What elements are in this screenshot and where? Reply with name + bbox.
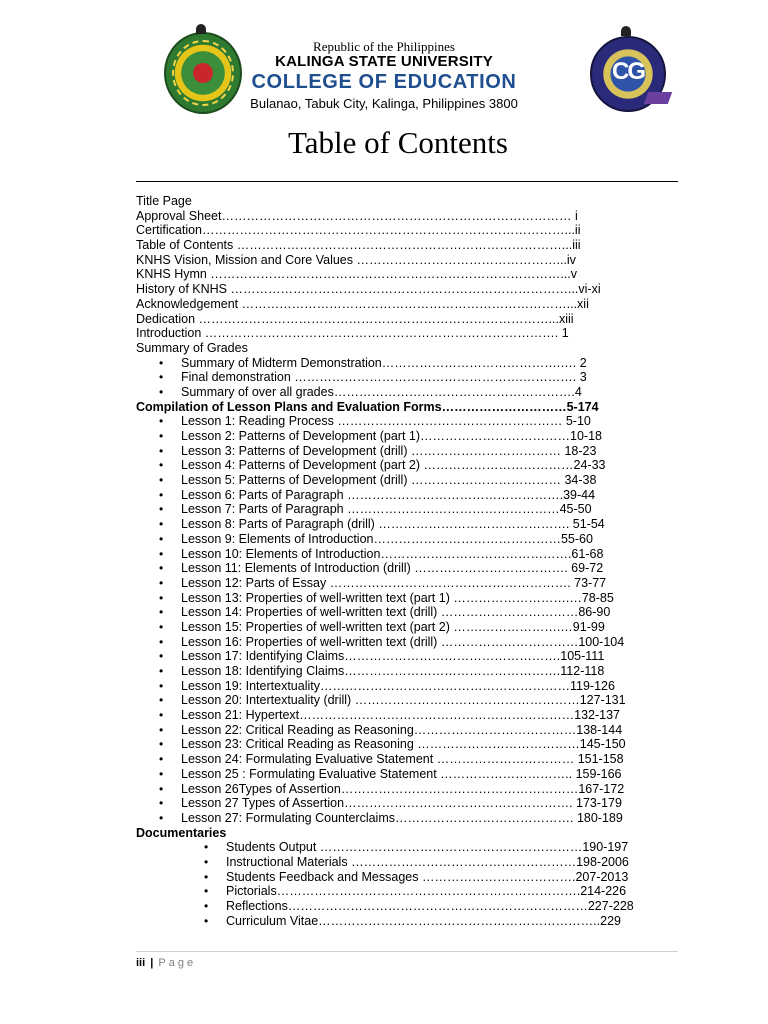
toc-entry-page: 78-85 bbox=[581, 590, 614, 605]
toc-entry-label: Lesson 7: Parts of Paragraph bbox=[181, 502, 348, 517]
toc-leader-dots: ………………………………………………………………………… bbox=[221, 208, 572, 223]
toc-entry bbox=[136, 870, 676, 885]
toc-leader-dots: …………………………… bbox=[440, 634, 579, 649]
toc-entry-page: 173-179 bbox=[576, 796, 622, 811]
page-footer bbox=[136, 957, 196, 969]
toc-entry-label: Lesson 5: Patterns of Development (drill) bbox=[181, 473, 411, 488]
toc-entry-label: Lesson 18: Identifying Claims bbox=[181, 664, 345, 678]
toc-leader-dots: ……………………………………………… bbox=[351, 854, 577, 869]
toc-entry-page: ii bbox=[574, 223, 581, 238]
toc-entry bbox=[136, 267, 676, 282]
toc-entry-page: 127-131 bbox=[579, 693, 626, 708]
toc-entry bbox=[136, 297, 676, 312]
toc-entry-page: 86-90 bbox=[578, 605, 611, 620]
toc-entry-page: 132-137 bbox=[574, 708, 620, 723]
toc-entry-page: 55-60 bbox=[560, 531, 593, 546]
toc-entry-label: Final demonstration bbox=[181, 370, 295, 385]
toc-leader-dots: ……………………………………………. bbox=[344, 664, 561, 678]
toc-entry bbox=[136, 194, 676, 209]
toc-entry bbox=[136, 209, 676, 224]
toc-leader-dots: ……………………………………………… bbox=[354, 693, 580, 708]
toc-entry bbox=[136, 238, 676, 253]
toc-entry-label: Lesson 21: Hypertext bbox=[181, 708, 300, 723]
toc-entry-label: KNHS Vision, Mission and Core Values bbox=[136, 252, 357, 267]
toc-entry bbox=[136, 326, 676, 341]
toc-leader-dots: …………………………………………………………………………... bbox=[210, 267, 571, 282]
toc-leader-dots: ……………………………………………. bbox=[347, 487, 564, 502]
toc-entry bbox=[136, 341, 676, 356]
toc-section-heading bbox=[136, 826, 676, 841]
toc-entry-page: 34-38 bbox=[564, 473, 597, 488]
toc-entry-page: 61-68 bbox=[571, 546, 604, 561]
toc-entry bbox=[136, 811, 676, 826]
toc-leader-dots: ………………………………………………………………………... bbox=[230, 282, 579, 297]
toc-leader-dots: ………………………………………. bbox=[380, 546, 572, 561]
toc-leader-dots: …………………………………….…. bbox=[381, 355, 580, 370]
toc-list bbox=[136, 194, 676, 928]
toc-entry-page: 4 bbox=[574, 384, 582, 399]
toc-entry bbox=[136, 914, 676, 929]
toc-entry-page: 5-174 bbox=[566, 399, 599, 414]
toc-entry-page: xiii bbox=[558, 311, 574, 326]
footer-page-word: Page bbox=[158, 957, 197, 969]
college-seal-text: CG bbox=[612, 58, 644, 85]
toc-entry-label: Lesson 16: Properties of well-written text (drill) bbox=[181, 634, 441, 649]
toc-entry-label: Approval Sheet bbox=[136, 208, 222, 223]
toc-entry-label: Title Page bbox=[136, 194, 192, 208]
toc-entry-page: 24-33 bbox=[573, 458, 606, 473]
toc-entry-label: Instructional Materials bbox=[226, 854, 352, 869]
toc-entry-label: Summary of Grades bbox=[136, 340, 248, 355]
toc-entry-page: 45-50 bbox=[559, 502, 592, 517]
toc-entry-label: Summary of over all grades bbox=[181, 384, 334, 399]
toc-leader-dots: ……………………………… bbox=[423, 458, 574, 473]
toc-entry-label: History of KNHS bbox=[136, 282, 231, 297]
toc-leader-dots: ……………………………………… bbox=[373, 531, 561, 546]
toc-leader-dots: ……………………….… bbox=[453, 590, 582, 605]
toc-entry-label: Lesson 14: Properties of well-written text (drill) bbox=[181, 605, 441, 620]
toc-entry-label: Lesson 4: Patterns of Development (part 2) bbox=[181, 458, 424, 473]
toc-entry-label: Lesson 22: Critical Reading as Reasoning bbox=[181, 722, 414, 737]
toc-entry bbox=[136, 708, 676, 723]
footer-separator: | bbox=[150, 957, 154, 969]
toc-entry-page: 10-18 bbox=[570, 429, 602, 443]
toc-leader-dots: ………………………………………………… bbox=[340, 781, 579, 796]
republic-line: Republic of the Philippines bbox=[313, 39, 455, 54]
toc-entry bbox=[136, 752, 676, 767]
toc-entry-label: Lesson 19: Intertextuality bbox=[181, 678, 320, 693]
toc-entry-label: Lesson 1: Reading Process bbox=[181, 414, 338, 429]
toc-leader-dots: ……………………………………. bbox=[395, 810, 577, 825]
toc-entry-label: Lesson 10: Elements of Introduction bbox=[181, 546, 381, 561]
toc-entry-label: Students Output bbox=[226, 840, 320, 855]
toc-entry bbox=[136, 414, 676, 429]
toc-entry bbox=[136, 488, 676, 503]
toc-entry-page: 198-2006 bbox=[576, 854, 629, 869]
toc-leader-dots: …………………………………………... bbox=[356, 252, 567, 267]
toc-entry-label: Acknowledgement bbox=[136, 296, 242, 311]
toc-entry bbox=[136, 693, 676, 708]
toc-leader-dots: ………………………………………………………….. bbox=[318, 913, 601, 928]
toc-leader-dots: ……………………………… bbox=[410, 473, 565, 488]
toc-entry-page: vi-xi bbox=[578, 282, 601, 297]
toc-entry bbox=[136, 458, 676, 473]
toc-leader-dots: …………………………………………………………………………... bbox=[198, 311, 559, 326]
footer-page-number: iii bbox=[136, 957, 146, 969]
toc-entry-page: 214-226 bbox=[580, 884, 627, 899]
toc-entry-page: 229 bbox=[600, 913, 621, 928]
toc-entry-label: Dedication bbox=[136, 311, 199, 326]
toc-leader-dots: ……………………………………………………………… bbox=[287, 899, 588, 913]
toc-entry-page: 2 bbox=[579, 355, 587, 370]
toc-entry-label: Lesson 17: Identifying Claims bbox=[181, 649, 345, 664]
toc-entry-page: xii bbox=[577, 296, 589, 311]
toc-entry bbox=[136, 532, 676, 547]
toc-entry-page: 145-150 bbox=[579, 737, 626, 752]
page-title: Table of Contents bbox=[288, 125, 508, 160]
seal-crest-icon bbox=[196, 24, 206, 34]
toc-leader-dots: …………………………………………………………………………. bbox=[204, 326, 562, 341]
toc-leader-dots: ……………………………………………….…………. bbox=[294, 370, 580, 385]
toc-entry-page: iv bbox=[566, 252, 576, 267]
toc-entry bbox=[136, 635, 676, 650]
toc-entry bbox=[136, 444, 676, 459]
toc-entry bbox=[136, 899, 676, 914]
toc-entry bbox=[136, 767, 676, 782]
toc-entry-label: Lesson 25 : Formulating Evaluative Statement bbox=[181, 766, 441, 781]
toc-entry-page: 138-144 bbox=[576, 722, 623, 737]
toc-leader-dots: …….……………….… bbox=[453, 619, 573, 634]
toc-leader-dots: ………………………………. bbox=[414, 561, 572, 576]
toc-entry bbox=[136, 561, 676, 576]
toc-entry bbox=[136, 576, 676, 591]
toc-entry-label: Students Feedback and Messages bbox=[226, 869, 422, 884]
toc-entry bbox=[136, 385, 676, 400]
toc-entry bbox=[136, 723, 676, 738]
toc-leader-dots: ………………………………… bbox=[413, 722, 577, 737]
toc-entry-label: Lesson 20: Intertextuality (drill) bbox=[181, 693, 355, 708]
toc-entry-page: 167-172 bbox=[578, 781, 625, 796]
toc-entry-page: 73-77 bbox=[574, 575, 607, 590]
toc-entry bbox=[136, 796, 676, 811]
toc-entry bbox=[136, 429, 676, 444]
toc-entry-page: 180-189 bbox=[576, 810, 623, 825]
toc-entry-label: Lesson 15: Properties of well-written text (part 2) bbox=[181, 619, 454, 634]
toc-entry-page: 119-126 bbox=[569, 678, 615, 693]
toc-section-heading bbox=[136, 400, 676, 415]
toc-entry-label: Lesson 27: Formulating Counterclaims bbox=[181, 810, 395, 825]
toc-entry bbox=[136, 356, 676, 371]
toc-entry-page: 51-54 bbox=[572, 517, 605, 532]
toc-entry-label: Lesson 13: Properties of well-written text (part 1) bbox=[181, 590, 454, 605]
toc-entry-label: KNHS Hymn bbox=[136, 267, 211, 282]
toc-entry bbox=[136, 473, 676, 488]
toc-leader-dots: ………………………………………. bbox=[378, 517, 573, 532]
college-name: COLLEGE OF EDUCATION bbox=[251, 71, 517, 93]
footer-divider bbox=[136, 951, 678, 952]
toc-leader-dots: ……………………………… bbox=[410, 443, 565, 458]
toc-entry-label: Lesson 12: Parts of Essay bbox=[181, 575, 330, 590]
toc-entry-label: Curriculum Vitae bbox=[226, 913, 319, 928]
toc-entry bbox=[136, 517, 676, 532]
toc-entry-label: Documentaries bbox=[136, 825, 227, 840]
toc-leader-dots: ………………………… bbox=[441, 399, 567, 414]
toc-entry-page: 227-228 bbox=[587, 899, 634, 913]
toc-entry bbox=[136, 620, 676, 635]
toc-entry-label: Lesson 9: Elements of Introduction bbox=[181, 531, 374, 546]
toc-entry bbox=[136, 782, 676, 797]
toc-entry-page: 69-72 bbox=[571, 561, 604, 576]
toc-leader-dots: ……………………………… bbox=[420, 429, 571, 443]
toc-leader-dots: …………………………………………………. bbox=[333, 384, 575, 399]
toc-leader-dots: ………………………………………………. bbox=[344, 796, 577, 811]
toc-entry-page: iii bbox=[572, 238, 581, 253]
toc-leader-dots: …………………………… bbox=[440, 605, 579, 620]
toc-entry-page: 91-99 bbox=[572, 619, 605, 634]
toc-entry-label: Lesson 8: Parts of Paragraph (drill) bbox=[181, 517, 379, 532]
toc-leader-dots: …………………………… bbox=[436, 752, 578, 767]
toc-entry bbox=[136, 605, 676, 620]
toc-leader-dots: ………………………………………………………… bbox=[299, 708, 575, 723]
toc-entry-label: Lesson 23: Critical Reading as Reasoning bbox=[181, 737, 418, 752]
toc-entry-page: 159-166 bbox=[575, 766, 622, 781]
toc-entry-label: Lesson 24: Formulating Evaluative Statement bbox=[181, 752, 437, 767]
toc-entry-label: Lesson 2: Patterns of Development (part 1) bbox=[181, 429, 421, 443]
toc-entry-label: Reflections bbox=[226, 899, 288, 913]
toc-entry-label: Lesson 6: Parts of Paragraph bbox=[181, 487, 348, 502]
toc-entry-label: Summary of Midterm Demonstration bbox=[181, 355, 382, 370]
toc-entry-label: Certification bbox=[136, 223, 202, 238]
toc-leader-dots: ……………………………………………… bbox=[337, 414, 566, 429]
letterhead bbox=[0, 28, 768, 118]
toc-leader-dots: ………………………………. bbox=[421, 869, 576, 884]
toc-entry-label: Lesson 11: Elements of Introduction (drill) bbox=[181, 561, 415, 576]
address-line: Bulanao, Tabuk City, Kalinga, Philippines 3800 bbox=[250, 96, 518, 111]
toc-entry-page: 151-158 bbox=[577, 752, 624, 767]
toc-leader-dots: ………………………………………………………………. bbox=[276, 884, 581, 899]
toc-entry-page: v bbox=[570, 267, 577, 282]
toc-entry-label: Pictorials bbox=[226, 884, 277, 899]
toc-entry-page: i bbox=[571, 208, 578, 223]
toc-entry bbox=[136, 223, 676, 238]
toc-leader-dots: …………………………………………………… bbox=[319, 678, 570, 693]
title-divider bbox=[136, 181, 678, 182]
toc-entry bbox=[136, 547, 676, 562]
toc-entry-label: Compilation of Lesson Plans and Evaluation Forms bbox=[136, 399, 442, 414]
toc-entry-page: 112-118 bbox=[560, 664, 605, 678]
toc-entry-label: Lesson 26Types of Assertion bbox=[181, 781, 341, 796]
toc-leader-dots: ……………………………………………. bbox=[344, 649, 561, 664]
toc-entry bbox=[136, 884, 676, 899]
toc-leader-dots: ………………………………… bbox=[417, 737, 580, 752]
toc-entry-page: 105-111 bbox=[560, 649, 605, 664]
toc-entry-page: 1 bbox=[561, 326, 569, 341]
toc-leader-dots: ……………………………………………………………………………... bbox=[202, 223, 575, 238]
toc-entry bbox=[136, 253, 676, 268]
toc-entry bbox=[136, 312, 676, 327]
toc-entry-page: 5-10 bbox=[565, 414, 591, 429]
toc-entry-label: Introduction bbox=[136, 326, 205, 341]
seal-crest-icon bbox=[621, 26, 631, 36]
toc-entry-label: Lesson 3: Patterns of Development (drill) bbox=[181, 443, 411, 458]
toc-entry bbox=[136, 664, 676, 679]
toc-entry bbox=[136, 591, 676, 606]
toc-entry-page: 39-44 bbox=[563, 487, 596, 502]
toc-leader-dots: ……………………………………………………… bbox=[319, 840, 583, 855]
toc-entry-page: 190-197 bbox=[582, 840, 629, 855]
toc-entry bbox=[136, 679, 676, 694]
toc-leader-dots: …………………………………………… bbox=[347, 502, 560, 517]
toc-entry-page: 3 bbox=[579, 370, 587, 385]
toc-entry-page: 18-23 bbox=[564, 443, 597, 458]
toc-entry bbox=[136, 737, 676, 752]
toc-entry-label: Lesson 27 Types of Assertion bbox=[181, 796, 345, 811]
toc-entry bbox=[136, 649, 676, 664]
toc-entry bbox=[136, 502, 676, 517]
toc-leader-dots: ……………………………………………………………………... bbox=[241, 296, 578, 311]
toc-leader-dots: ……………………………………………………………………... bbox=[236, 238, 573, 253]
toc-entry-page: 207-2013 bbox=[575, 869, 629, 884]
toc-entry bbox=[136, 855, 676, 870]
university-name: KALINGA STATE UNIVERSITY bbox=[275, 53, 493, 70]
toc-leader-dots: …………………………………………………. bbox=[329, 575, 575, 590]
toc-entry bbox=[136, 370, 676, 385]
toc-entry bbox=[136, 282, 676, 297]
toc-leader-dots: ………………………….. bbox=[440, 766, 576, 781]
toc-entry-page: 100-104 bbox=[578, 634, 625, 649]
toc-entry-label: Table of Contents bbox=[136, 238, 237, 253]
toc-entry bbox=[136, 840, 676, 855]
